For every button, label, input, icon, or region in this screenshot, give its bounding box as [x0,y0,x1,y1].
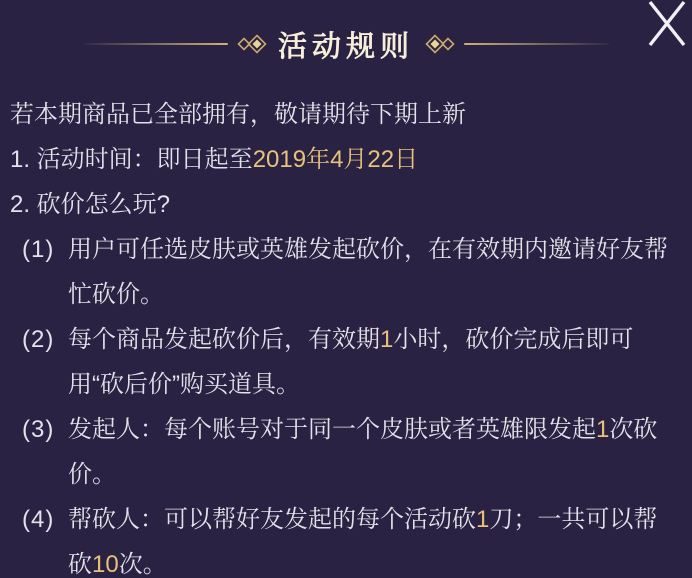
rule-highlight-text: 1 [476,506,490,533]
rule-item-text [68,497,682,578]
diamond-ornament-right [422,32,456,56]
rule-text-segment: 刀；一共可以帮 [489,506,658,533]
rule-text-line [10,137,682,182]
rule-paragraph [10,317,682,407]
rule-text-segment: 砍 [68,551,92,578]
rule-text-line [68,317,682,362]
rule-text-segment: 发起人：每个账号对于同一个皮肤或者英雄限发起 [68,416,596,443]
rule-paragraph [10,497,682,578]
close-icon [647,36,687,51]
rule-text-line [68,542,682,578]
rule-text-segment: 小时，砍价完成后即可 [393,326,634,353]
rule-item-number: (2) [22,326,55,353]
rule-highlight-text: 2019年4月22日 [252,146,419,173]
rule-item-text [10,137,682,182]
rule-paragraph [10,407,682,497]
rule-text-segment: 次。 [118,551,167,578]
rule-highlight-text: 1 [380,326,394,353]
rule-item-number: (3) [22,416,55,443]
rule-text-line [10,182,682,227]
rule-text-segment: 1. 活动时间：即日起至 [10,146,253,173]
title-divider-left [83,43,228,45]
rule-text-segment: 价。 [68,461,116,488]
rule-paragraph [10,227,682,317]
rule-item-text [68,407,682,497]
close-button[interactable] [647,0,687,48]
rule-text-segment: 帮砍人：可以帮好友发起的每个活动砍 [68,506,476,533]
dialog-header [0,0,692,64]
rule-text-segment: 用户可任选皮肤或英雄发起砍价，在有效期内邀请好友帮 [68,236,668,263]
rule-text-segment: 忙砍价。 [68,281,164,308]
rule-paragraph [10,137,682,182]
rule-item-text [68,227,682,317]
rule-text-segment: 若本期商品已全部拥有，敬请期待下期上新 [10,101,466,128]
rule-paragraph [10,92,682,137]
rule-item-number: (4) [22,506,55,533]
rule-text-line [68,227,682,272]
rule-text-line [68,497,682,542]
rule-text-segment: 2. 砍价怎么玩? [10,191,171,218]
diamond-ornament-left [236,32,270,56]
rule-text-line [68,272,682,317]
rule-item-text [68,317,682,407]
title-divider-right [464,43,609,45]
rule-paragraph [10,182,682,227]
rule-text-line [68,407,682,452]
rule-text-segment: 用“砍后价”购买道具。 [68,371,300,398]
rule-text-line [10,92,682,137]
rule-item-text [10,92,682,137]
rule-text-line [68,362,682,407]
rule-text-segment: 次砍 [609,416,658,443]
rule-text-line [68,452,682,497]
rule-item-number: (1) [22,236,55,263]
dialog-title: 活动规则 [277,30,414,63]
rules-body [0,92,692,578]
rule-highlight-text: 1 [596,416,610,443]
rule-highlight-text: 10 [92,551,119,578]
rule-item-text [10,182,682,227]
rule-text-segment: 每个商品发起砍价后，有效期 [68,326,380,353]
